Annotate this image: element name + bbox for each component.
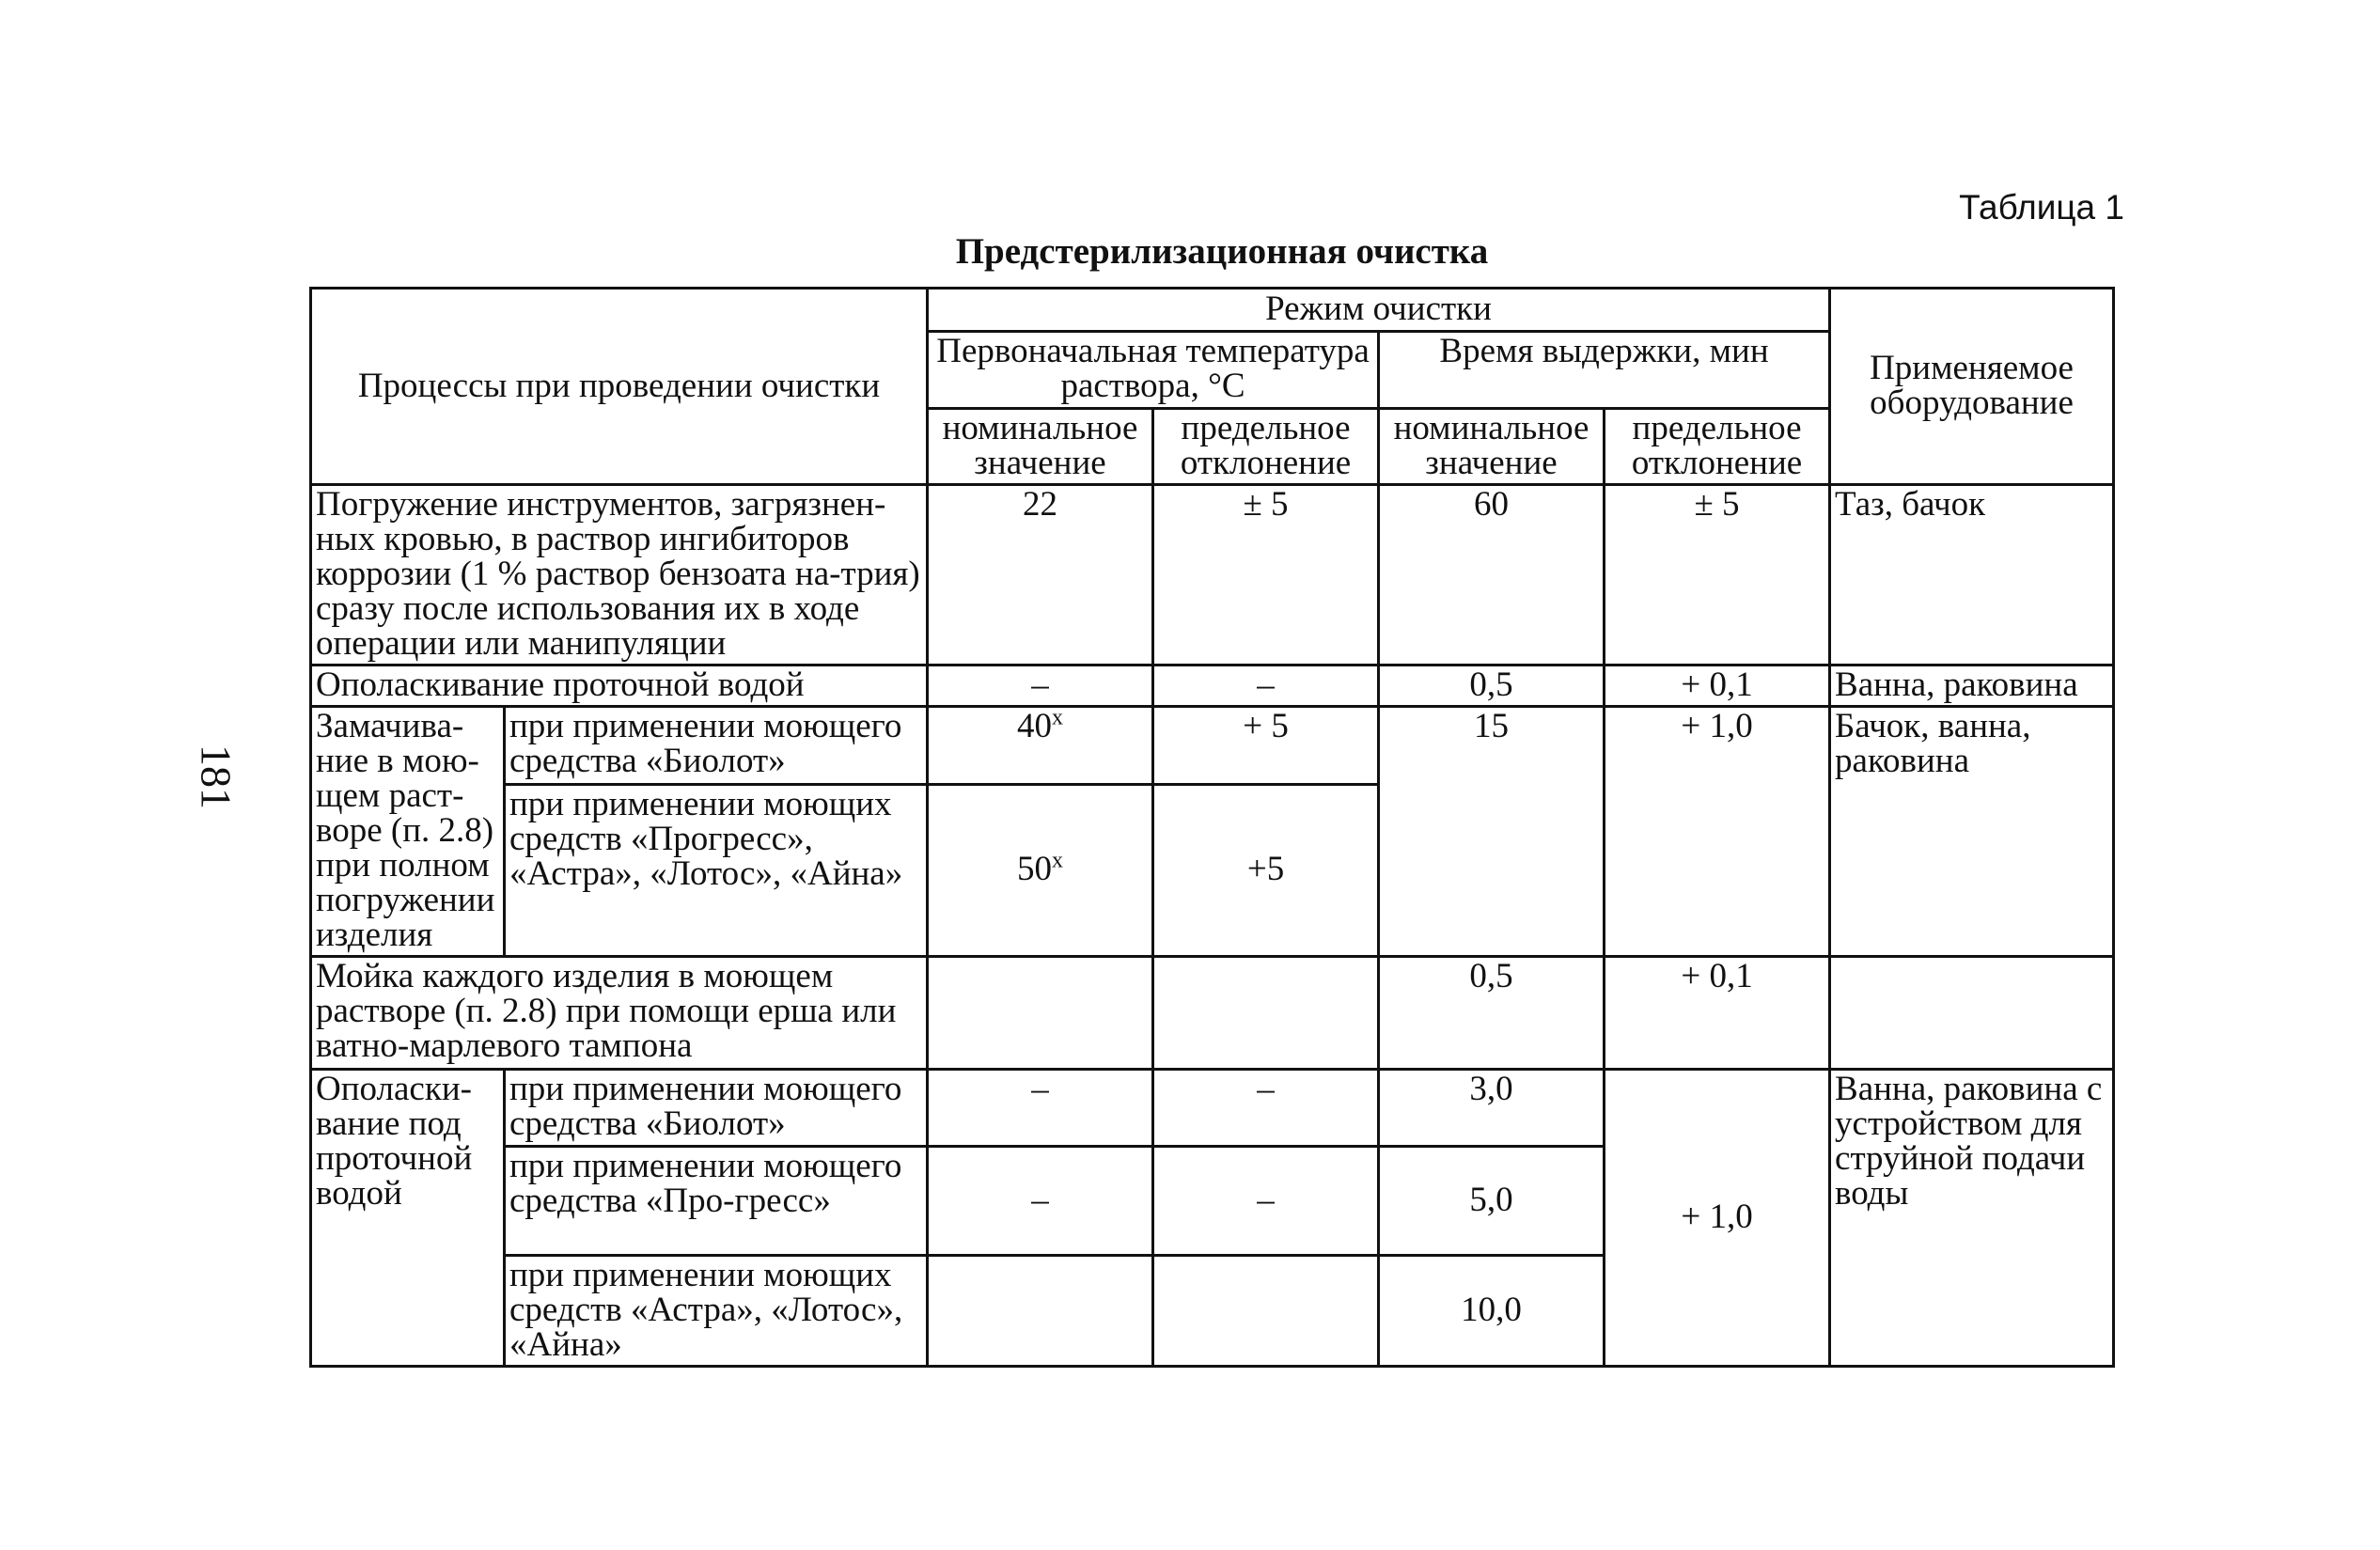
cleaning-table (309, 287, 2115, 1368)
process-cell: Мойка каждого изделия в моющем растворе (п. 2.8) при помощи ерша или ватно-марлевого тампона (311, 957, 928, 1070)
equipment-cell (1830, 957, 2114, 1070)
time-nominal-cell: 3,0 (1379, 1070, 1605, 1147)
process-cell: Погружение инструментов, загрязнен-ных кровью, в раствор ингибиторов коррозии (1 % раствор бензоата на-трия) сразу после использования их в ходе операции или манипуляции (311, 485, 928, 665)
temp-nominal-cell (928, 784, 1153, 956)
table-row (311, 707, 2114, 785)
time-limit-cell: + 0,1 (1605, 665, 1830, 707)
equipment-cell: Бачок, ванна, раковина (1830, 707, 2114, 957)
time-nominal-cell: 10,0 (1379, 1256, 1605, 1367)
header-equipment: Применяемое оборудование (1830, 289, 2114, 485)
header-temp-nominal: номинальное значение (928, 409, 1153, 485)
page-number: 181 (192, 744, 241, 809)
temp-limit-cell: – (1153, 665, 1379, 707)
temp-nominal-cell: – (928, 1147, 1153, 1256)
header-time-limit: предельное отклонение (1605, 409, 1830, 485)
time-nominal-cell: 0,5 (1379, 957, 1605, 1070)
subprocess-cell: при применении моющих средств «Прогресс», «Астра», «Лотос», «Айна» (505, 784, 928, 956)
header-temp-limit: предельное отклонение (1153, 409, 1379, 485)
temp-nominal-cell (928, 1256, 1153, 1367)
process-cell: Ополаски-вание под проточной водой (311, 1070, 505, 1367)
subprocess-cell: при применении моющего средства «Биолот» (505, 1070, 928, 1147)
time-nominal-cell: 5,0 (1379, 1147, 1605, 1256)
header-time-nominal: номинальное значение (1379, 409, 1605, 485)
table-row (311, 665, 2114, 707)
temp-value: 50 (1017, 850, 1053, 889)
temp-nominal-cell: 22 (928, 485, 1153, 665)
temp-nominal-cell: – (928, 1070, 1153, 1147)
time-nominal-cell: 15 (1379, 707, 1605, 957)
header-hold-time: Время выдержки, мин (1379, 332, 1830, 409)
table-row (311, 957, 2114, 1070)
header-processes: Процессы при проведении очистки (311, 289, 928, 485)
equipment-cell: Таз, бачок (1830, 485, 2114, 665)
temp-limit-cell: – (1153, 1147, 1379, 1256)
temp-limit-cell (1153, 957, 1379, 1070)
time-limit-cell: + 1,0 (1605, 707, 1830, 957)
time-nominal-cell: 0,5 (1379, 665, 1605, 707)
temp-limit-cell (1153, 1256, 1379, 1367)
equipment-cell: Ванна, раковина (1830, 665, 2114, 707)
subprocess-cell: при применении моющего средства «Про-гресс» (505, 1147, 928, 1256)
temp-value: 40 (1017, 707, 1053, 745)
temp-nominal-cell (928, 707, 1153, 785)
temp-limit-cell: – (1153, 1070, 1379, 1147)
footnote-mark: х (1052, 706, 1064, 730)
subprocess-cell: при применении моющего средства «Биолот» (505, 707, 928, 785)
header-mode: Режим очистки (928, 289, 1830, 332)
temp-limit-cell: +5 (1153, 784, 1379, 956)
footnote-mark: х (1052, 848, 1064, 873)
table-row (311, 1070, 2114, 1147)
time-limit-cell: ± 5 (1605, 485, 1830, 665)
table-title: Предстерилизационная очистка (955, 231, 1489, 272)
temp-limit-cell: + 5 (1153, 707, 1379, 785)
time-limit-cell: + 0,1 (1605, 957, 1830, 1070)
process-cell: Ополаскивание проточной водой (311, 665, 928, 707)
table-number: Таблица 1 (1959, 188, 2124, 227)
temp-nominal-cell (928, 957, 1153, 1070)
header-initial-temp: Первоначальная температура раствора, °С (928, 332, 1379, 409)
process-cell: Замачива-ние в мою-щем раст-воре (п. 2.8) при полном погружении изделия (311, 707, 505, 957)
temp-limit-cell: ± 5 (1153, 485, 1379, 665)
time-limit-cell: + 1,0 (1605, 1070, 1830, 1367)
subprocess-cell: при применении моющих средств «Астра», «Лотос», «Айна» (505, 1256, 928, 1367)
equipment-cell: Ванна, раковина с устройством для струйной подачи воды (1830, 1070, 2114, 1367)
time-nominal-cell: 60 (1379, 485, 1605, 665)
table-row (311, 485, 2114, 665)
temp-nominal-cell: – (928, 665, 1153, 707)
